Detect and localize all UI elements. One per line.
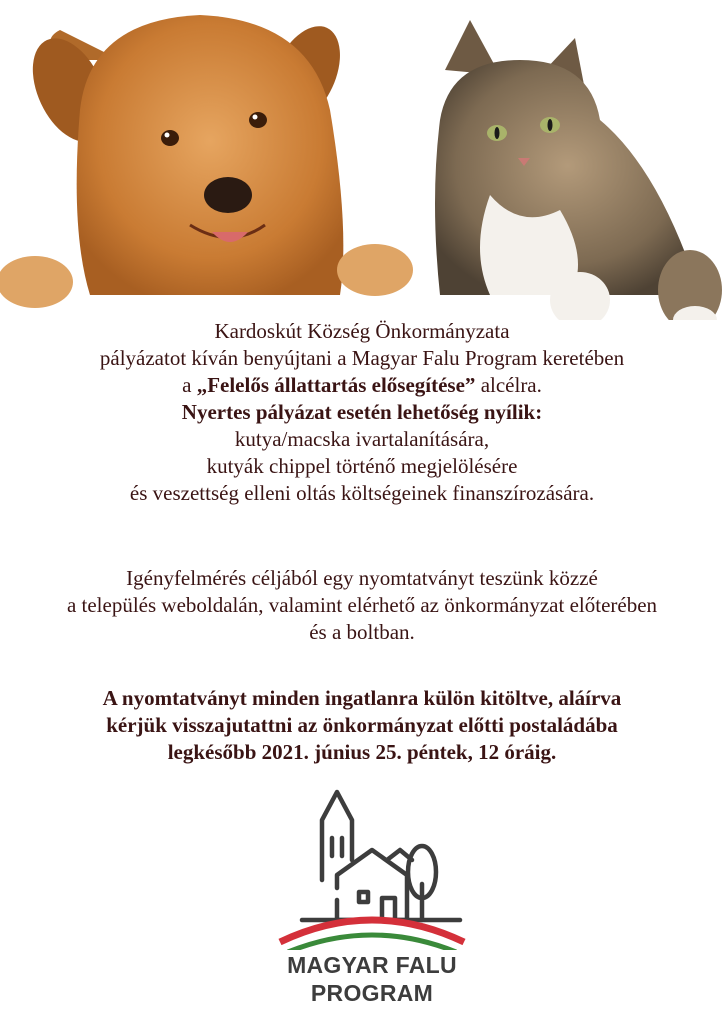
survey-line-1: Igényfelmérés céljából egy nyomtatványt teszünk közzé — [126, 566, 598, 590]
magyar-falu-program-logo — [262, 780, 482, 1012]
announcement-line-4: Nyertes pályázat esetén lehetőség nyílik: — [181, 400, 543, 424]
logo-title-line-1: MAGYAR FALU — [287, 952, 457, 978]
line-3-suffix: alcélra. — [475, 373, 542, 397]
announcement-line-1: Kardoskút Község Önkormányzata — [214, 319, 510, 343]
survey-line-2: a település weboldalán, valamint elérhető az önkormányzat előterében — [66, 593, 658, 617]
survey-line-3: és a boltban. — [309, 620, 415, 644]
deadline-line-2: kérjük visszajutattni az önkormányzat előtti postaládába — [106, 713, 618, 737]
dog-and-cat-photo — [0, 0, 724, 320]
announcement-line-3 — [0, 372, 724, 399]
deadline-line-3: legkésőbb 2021. június 25. péntek, 12 óráig. — [167, 740, 557, 764]
announcement-line-7: és veszettség elleni oltás költségeinek finanszírozására. — [129, 481, 595, 505]
deadline-line-1: A nyomtatványt minden ingatlanra külön kitöltve, aláírva — [102, 686, 622, 710]
announcement-paragraph — [0, 318, 724, 507]
logo-title-line-2: PROGRAM — [310, 980, 434, 1006]
deadline-paragraph — [0, 685, 724, 766]
announcement-line-2: pályázatot kíván benyújtani a Magyar Falu Program keretében — [99, 346, 625, 370]
survey-paragraph — [0, 565, 724, 646]
subprogram-name: „Felelős állattartás elősegítése” — [196, 373, 476, 397]
village-logo-icon — [262, 780, 482, 950]
announcement-line-5: kutya/macska ivartalanítására, — [234, 427, 490, 451]
line-3-prefix: a — [182, 373, 197, 397]
announcement-line-6: kutyák chippel történő megjelölésére — [206, 454, 518, 478]
